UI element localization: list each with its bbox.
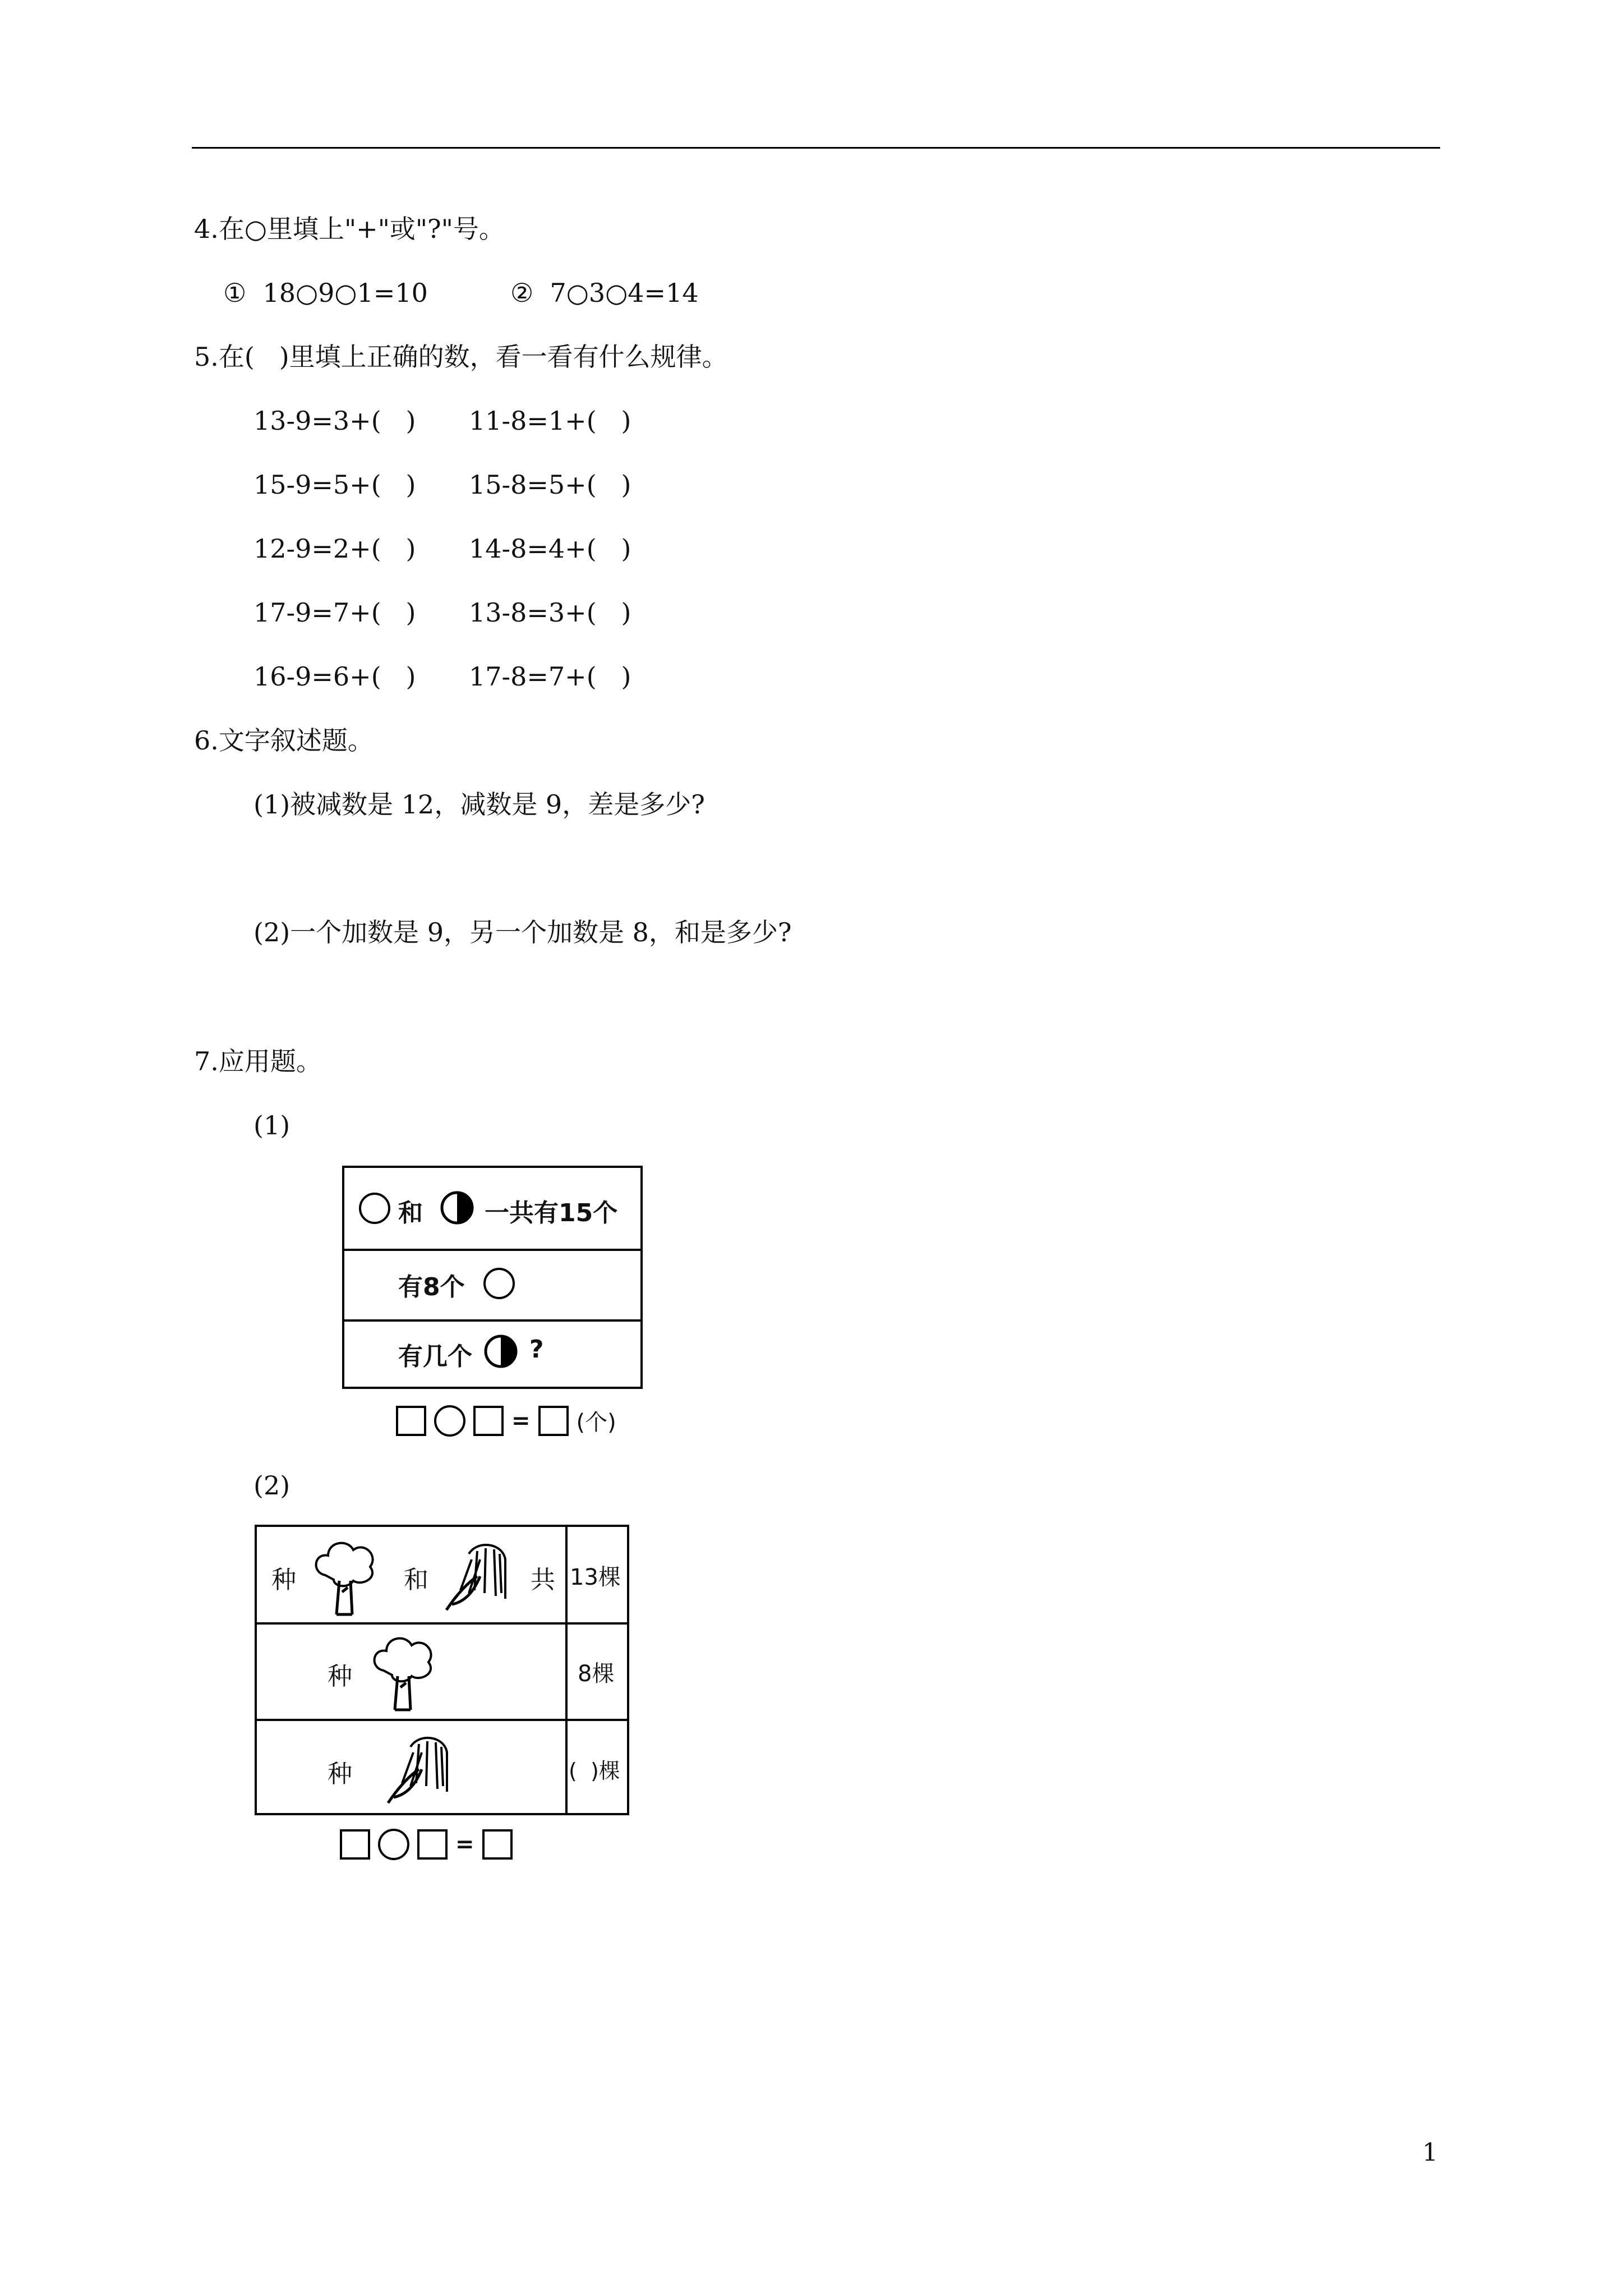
q7-p1-and: 和	[398, 1199, 423, 1227]
white-circle-icon	[483, 1268, 515, 1299]
q7-p2-count-2: 8棵	[578, 1661, 615, 1687]
q7-p2-row-divider-1	[257, 1622, 627, 1625]
page-number: 1	[1422, 2138, 1438, 2167]
q5-title: 5.在( )里填上正确的数，看一看有什么规律。	[194, 342, 728, 372]
q4-item-1: ① 18○9○1=10	[223, 278, 428, 308]
q6-part-2: (2)一个加数是 9，另一个加数是 8，和是多少?	[253, 917, 792, 947]
q5-right-3: 14-8=4+( )	[469, 533, 631, 564]
q7-p2-plant: 种	[271, 1566, 296, 1594]
q7-p1-row-divider-1	[344, 1249, 640, 1251]
white-circle-icon	[359, 1193, 390, 1224]
q7-p1-question-mark: ?	[529, 1335, 544, 1364]
q5-left-1: 13-9=3+( )	[253, 406, 416, 436]
q7-p2-table	[255, 1525, 629, 1815]
half-circle-icon	[483, 1334, 518, 1371]
q7-title: 7.应用题。	[194, 1046, 322, 1076]
q5-left-5: 16-9=6+( )	[253, 661, 416, 692]
q6-part-1: (1)被减数是 12，减数是 9，差是多少?	[253, 789, 705, 820]
operator-circle[interactable]	[378, 1829, 409, 1860]
answer-box[interactable]	[473, 1406, 504, 1436]
q5-right-4: 13-8=3+( )	[469, 597, 631, 628]
q7-p2-col-divider	[565, 1527, 568, 1813]
q7-p1-answer-line	[396, 1405, 616, 1437]
q7-p2-and: 和	[404, 1566, 428, 1594]
half-circle-icon	[440, 1190, 474, 1227]
answer-box[interactable]	[538, 1406, 569, 1436]
q5-right-2: 15-8=5+( )	[469, 470, 631, 500]
q7-p1-row-divider-2	[344, 1319, 640, 1322]
q6-title: 6.文字叙述题。	[194, 725, 374, 756]
q7-p2-plant-2: 种	[328, 1662, 352, 1691]
q5-right-5: 17-8=7+( )	[469, 661, 631, 692]
q7-p1-table	[342, 1166, 643, 1389]
answer-box[interactable]	[340, 1829, 370, 1860]
q7-p1-has-8: 有8个	[398, 1273, 465, 1301]
answer-box[interactable]	[482, 1829, 513, 1860]
q7-p1-total: 一共有15个	[485, 1199, 618, 1227]
equals-sign: =	[511, 1407, 531, 1434]
q7-p2-together: 共	[531, 1566, 555, 1594]
q7-part-1-label: (1)	[253, 1110, 291, 1140]
q7-p2-count-3: ( )棵	[569, 1759, 620, 1783]
q7-part-2-label: (2)	[253, 1470, 291, 1501]
q7-p2-count-1: 13棵	[570, 1565, 621, 1590]
q7-p1-unit: (个)	[576, 1410, 616, 1435]
answer-box[interactable]	[417, 1829, 448, 1860]
equals-sign: =	[455, 1832, 474, 1857]
broadleaf-tree-icon	[308, 1536, 381, 1622]
q7-p2-row-divider-2	[257, 1719, 627, 1721]
q7-p1-how-many: 有几个	[398, 1342, 472, 1371]
willow-tree-icon	[377, 1730, 455, 1811]
q5-left-3: 12-9=2+( )	[253, 533, 416, 564]
q7-p2-plant-3: 种	[328, 1760, 352, 1788]
q5-left-2: 15-9=5+( )	[253, 470, 416, 500]
answer-box[interactable]	[396, 1406, 426, 1436]
q5-left-4: 17-9=7+( )	[253, 597, 416, 628]
willow-tree-icon	[435, 1537, 514, 1618]
header-rule	[192, 147, 1440, 149]
operator-circle[interactable]	[434, 1405, 465, 1437]
broadleaf-tree-icon	[367, 1631, 440, 1718]
q7-p2-answer-line	[340, 1829, 513, 1860]
q4-title: 4.在○里填上"+"或"?"号。	[194, 214, 505, 244]
q4-item-2: ② 7○3○4=14	[510, 278, 699, 308]
q5-right-1: 11-8=1+( )	[469, 406, 631, 436]
